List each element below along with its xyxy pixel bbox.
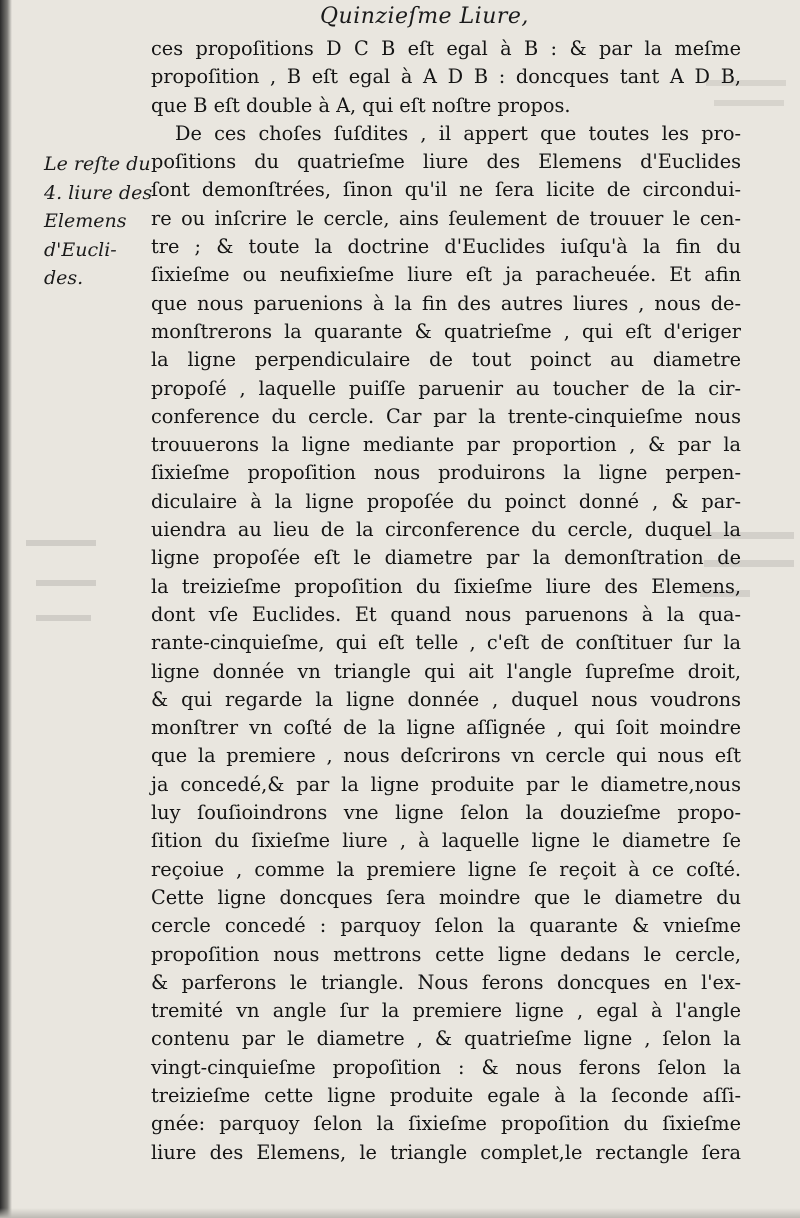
text-line: contenu par le diametre , & quatrieſme ligne , ſelon la xyxy=(151,1027,741,1051)
text-line: tre ; & toute la doctrine d'Euclides iuſqu'à la fin du xyxy=(151,235,741,259)
text-line: ligne donnée vn triangle qui ait l'angle ſupreſme droit, xyxy=(151,659,741,683)
text-line: propoſition nous mettrons cette ligne dedans le cercle, xyxy=(151,942,741,966)
text-line: monſtrer vn coſté de la ligne aſſignée , qui ſoit moindre xyxy=(151,716,741,740)
text-line: ſixieſme propoſition nous produirons la ligne perpen- xyxy=(151,461,741,485)
margin-note-line: 4. liure des xyxy=(44,181,153,204)
margin-note xyxy=(44,150,152,293)
text-line: conference du cercle. Car par la trente-cinquieſme nous xyxy=(151,404,741,428)
text-line: que la premiere , nous deſcrirons vn cercle qui nous eſt xyxy=(151,744,741,768)
text-line: tremité vn angle ſur la premiere ligne , egal à l'angle xyxy=(151,999,741,1023)
margin-note-line: des. xyxy=(44,267,84,289)
text-line: & parferons le triangle. Nous ferons doncques en l'ex- xyxy=(151,970,741,994)
text-line: que B eſt double à A, qui eſt noſtre propos. xyxy=(151,93,571,117)
text-line: ja concedé,& par la ligne produite par le diametre,nous xyxy=(151,772,741,796)
text-line: diculaire à la ligne propoſée du poinct donné , & par- xyxy=(151,489,741,513)
text-line: propoſé , laquelle puiſſe paruenir au toucher de la cir- xyxy=(151,376,741,400)
text-line: re ou inſcrire le cercle, ains ſeulement de trouuer le cen- xyxy=(151,206,741,230)
text-line: rante-cinquieſme, qui eſt telle , c'eſt de conſtituer ſur la xyxy=(151,631,741,655)
show-through-ink-left xyxy=(6,520,106,720)
text-line: trouuerons la ligne mediante par proportion , & par la xyxy=(151,433,741,457)
text-line: propoſition , B eſt egal à A D B : doncques tant A D B, xyxy=(151,65,741,89)
text-line: la treizieſme propoſition du ſixieſme liure des Elemens, xyxy=(151,574,741,598)
text-line: & qui regarde la ligne donnée , duquel nous voudrons xyxy=(151,687,741,711)
text-line: ſition du ſixieſme liure , à laquelle ligne le diametre ſe xyxy=(151,829,741,853)
body-text xyxy=(151,35,741,1167)
margin-note-line: d'Eucli- xyxy=(44,238,117,261)
text-line: dont vſe Euclides. Et quand nous paruenons à la qua- xyxy=(151,602,741,626)
text-line: treizieſme cette ligne produite egale à la ſeconde aſſi- xyxy=(151,1083,741,1107)
text-line: ligne propoſée eſt le diametre par la demonſtration de xyxy=(151,546,741,570)
text-line: ſixieſme ou neufixieſme liure eſt ja paracheuée. Et afin xyxy=(151,263,741,287)
text-line: monſtrerons la quarante & quatrieſme , qui eſt d'eriger xyxy=(151,319,741,343)
text-line: ſont demonſtrées, ſinon qu'il ne ſera licite de circondui- xyxy=(151,178,741,202)
text-line: luy ſouſioindrons vne ligne ſelon la douzieſme propo- xyxy=(151,801,741,825)
text-line: De ces choſes ſuſdites , il appert que toutes les pro- xyxy=(175,121,741,145)
text-line: vingt-cinquieſme propoſition : & nous ferons ſelon la xyxy=(151,1055,741,1079)
text-line: reçoiue , comme la premiere ligne ſe reçoit à ce coſté. xyxy=(151,857,741,881)
text-line: uiendra au lieu de la circonference du cercle, duquel la xyxy=(151,518,741,542)
text-line: gnée: parquoy ſelon la ſixieſme propoſition du ſixieſme xyxy=(151,1112,741,1136)
text-line: Cette ligne doncques ſera moindre que le diametre du xyxy=(151,885,741,909)
running-head: Quinzieſme Liure, xyxy=(320,4,529,29)
margin-note-line: Elemens xyxy=(44,210,127,232)
text-line: poſitions du quatrieſme liure des Elemens d'Euclides xyxy=(151,150,741,174)
text-line: la ligne perpendiculaire de tout poinct au diametre xyxy=(151,348,741,372)
text-line: ces propoſitions D C B eſt egal à B : & par la meſme xyxy=(151,37,741,60)
margin-note-line: Le reſte du xyxy=(44,153,151,175)
text-line: que nous paruenions à la fin des autres liures , nous de- xyxy=(151,291,741,315)
text-line: cercle concedé : parquoy ſelon la quarante & vnieſme xyxy=(151,914,741,938)
text-line: liure des Elemens, le triangle complet,le rectangle ſera xyxy=(151,1140,741,1164)
page-bottom-edge xyxy=(0,1208,800,1218)
